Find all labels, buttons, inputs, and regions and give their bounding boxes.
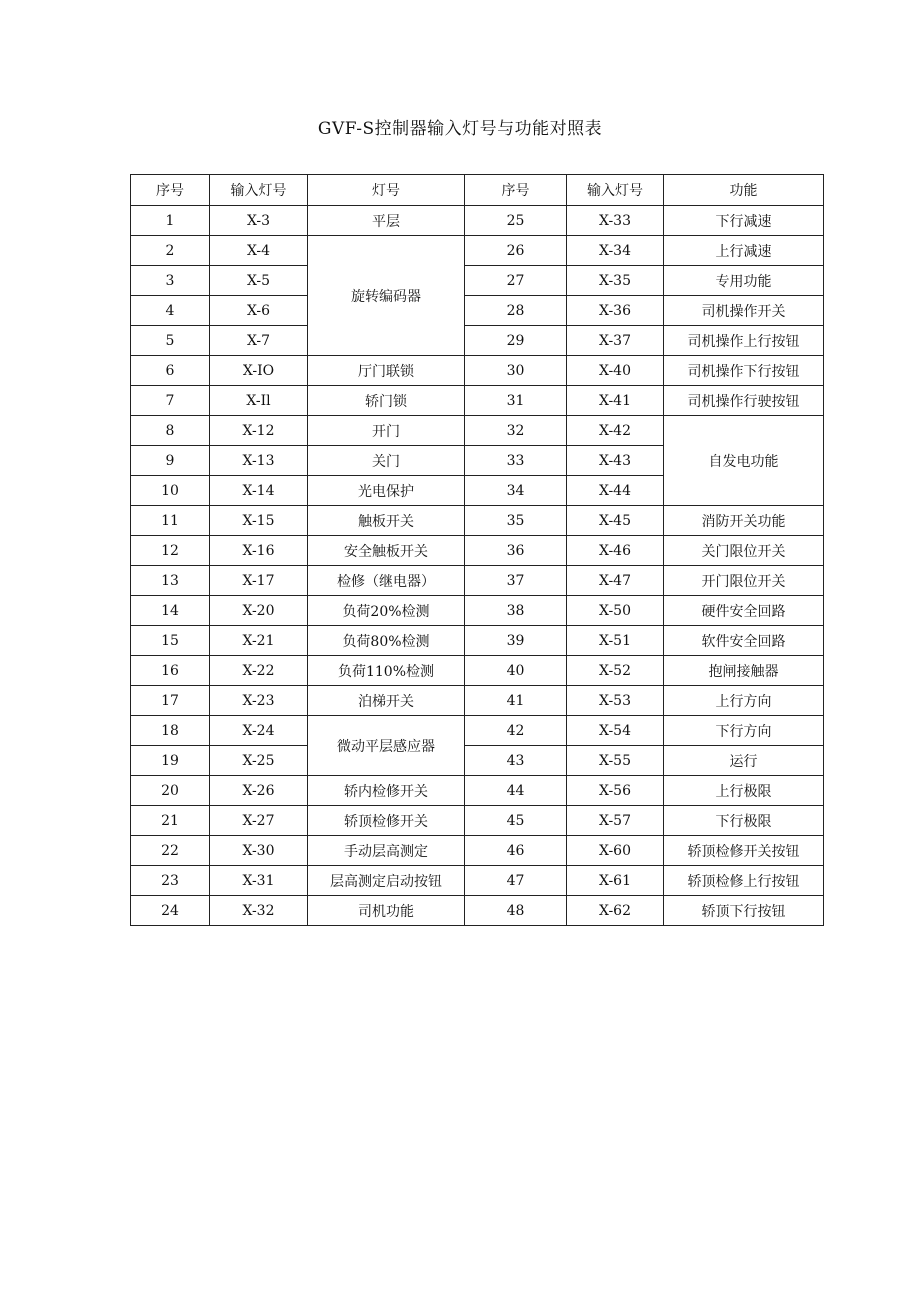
- header-seq-left: 序号: [131, 175, 210, 206]
- lamp-label-cell: 司机功能: [308, 896, 465, 926]
- right-seq-cell: 43: [465, 746, 567, 776]
- function-cell: 轿顶检修开关按钮: [664, 836, 824, 866]
- function-cell: 运行: [664, 746, 824, 776]
- lamp-label-cell: 轿门锁: [308, 386, 465, 416]
- right-input-cell: X-45: [567, 506, 664, 536]
- right-input-cell: X-50: [567, 596, 664, 626]
- right-seq-cell: 29: [465, 326, 567, 356]
- right-seq-cell: 47: [465, 866, 567, 896]
- lamp-label-cell: 平层: [308, 206, 465, 236]
- lamp-label-cell: 安全触板开关: [308, 536, 465, 566]
- table-row: [131, 266, 824, 296]
- lamp-label-cell: 层高测定启动按钮: [308, 866, 465, 896]
- right-seq-cell: 39: [465, 626, 567, 656]
- left-seq-cell: 13: [131, 566, 210, 596]
- function-cell: 软件安全回路: [664, 626, 824, 656]
- right-seq-cell: 32: [465, 416, 567, 446]
- right-seq-cell: 35: [465, 506, 567, 536]
- left-input-cell: X-12: [210, 416, 308, 446]
- left-input-cell: X-Il: [210, 386, 308, 416]
- function-cell: 抱闸接触器: [664, 656, 824, 686]
- lamp-label-cell: 厅门联锁: [308, 356, 465, 386]
- right-input-cell: X-41: [567, 386, 664, 416]
- function-cell: 司机操作开关: [664, 296, 824, 326]
- right-input-cell: X-36: [567, 296, 664, 326]
- left-input-cell: X-5: [210, 266, 308, 296]
- table-row: [131, 386, 824, 416]
- lamp-label-cell: 负荷20%检测: [308, 596, 465, 626]
- table-row: [131, 656, 824, 686]
- left-input-cell: X-4: [210, 236, 308, 266]
- right-input-cell: X-57: [567, 806, 664, 836]
- function-cell: 司机操作下行按钮: [664, 356, 824, 386]
- right-seq-cell: 25: [465, 206, 567, 236]
- table-row: [131, 566, 824, 596]
- left-seq-cell: 16: [131, 656, 210, 686]
- right-seq-cell: 34: [465, 476, 567, 506]
- header-input-right: 输入灯号: [567, 175, 664, 206]
- table-row: [131, 866, 824, 896]
- lamp-label-cell: 微动平层感应器: [308, 716, 465, 776]
- function-cell: 上行减速: [664, 236, 824, 266]
- table-row: [131, 236, 824, 266]
- left-input-cell: X-31: [210, 866, 308, 896]
- left-seq-cell: 10: [131, 476, 210, 506]
- right-input-cell: X-54: [567, 716, 664, 746]
- right-input-cell: X-56: [567, 776, 664, 806]
- right-seq-cell: 27: [465, 266, 567, 296]
- right-input-cell: X-51: [567, 626, 664, 656]
- header-function: 功能: [664, 175, 824, 206]
- right-seq-cell: 30: [465, 356, 567, 386]
- right-seq-cell: 31: [465, 386, 567, 416]
- left-input-cell: X-27: [210, 806, 308, 836]
- table-row: [131, 626, 824, 656]
- function-cell: 下行极限: [664, 806, 824, 836]
- lamp-label-cell: 手动层高测定: [308, 836, 465, 866]
- left-input-cell: X-13: [210, 446, 308, 476]
- table-row: [131, 206, 824, 236]
- lamp-label-cell: 关门: [308, 446, 465, 476]
- function-cell: 关门限位开关: [664, 536, 824, 566]
- table-row: [131, 416, 824, 446]
- left-seq-cell: 8: [131, 416, 210, 446]
- left-input-cell: X-23: [210, 686, 308, 716]
- left-seq-cell: 9: [131, 446, 210, 476]
- right-seq-cell: 38: [465, 596, 567, 626]
- table-row: [131, 326, 824, 356]
- left-input-cell: X-20: [210, 596, 308, 626]
- left-seq-cell: 21: [131, 806, 210, 836]
- function-cell: 专用功能: [664, 266, 824, 296]
- left-input-cell: X-25: [210, 746, 308, 776]
- right-seq-cell: 40: [465, 656, 567, 686]
- lamp-label-cell: 光电保护: [308, 476, 465, 506]
- right-input-cell: X-62: [567, 896, 664, 926]
- left-seq-cell: 5: [131, 326, 210, 356]
- left-input-cell: X-15: [210, 506, 308, 536]
- right-seq-cell: 45: [465, 806, 567, 836]
- right-seq-cell: 46: [465, 836, 567, 866]
- left-input-cell: X-32: [210, 896, 308, 926]
- lamp-label-cell: 触板开关: [308, 506, 465, 536]
- table-row: [131, 596, 824, 626]
- right-input-cell: X-34: [567, 236, 664, 266]
- left-seq-cell: 4: [131, 296, 210, 326]
- table-row: [131, 896, 824, 926]
- right-seq-cell: 37: [465, 566, 567, 596]
- right-input-cell: X-35: [567, 266, 664, 296]
- left-seq-cell: 1: [131, 206, 210, 236]
- table-row: [131, 296, 824, 326]
- table-row: [131, 776, 824, 806]
- right-seq-cell: 44: [465, 776, 567, 806]
- page-title: GVF-S控制器输入灯号与功能对照表: [317, 119, 603, 139]
- table-row: [131, 716, 824, 746]
- lamp-label-cell: 负荷80%检测: [308, 626, 465, 656]
- right-seq-cell: 42: [465, 716, 567, 746]
- io-lamp-function-table: [130, 174, 824, 926]
- lamp-label-cell: 轿内检修开关: [308, 776, 465, 806]
- function-cell: 轿顶下行按钮: [664, 896, 824, 926]
- right-seq-cell: 33: [465, 446, 567, 476]
- function-cell: 消防开关功能: [664, 506, 824, 536]
- table-header-row: [131, 175, 824, 206]
- lamp-label-cell: 负荷110%检测: [308, 656, 465, 686]
- left-seq-cell: 6: [131, 356, 210, 386]
- left-seq-cell: 22: [131, 836, 210, 866]
- lamp-label-cell: 检修（继电器）: [308, 566, 465, 596]
- function-cell: 轿顶检修上行按钮: [664, 866, 824, 896]
- left-input-cell: X-14: [210, 476, 308, 506]
- table-row: [131, 806, 824, 836]
- left-seq-cell: 17: [131, 686, 210, 716]
- left-seq-cell: 14: [131, 596, 210, 626]
- right-seq-cell: 48: [465, 896, 567, 926]
- right-input-cell: X-55: [567, 746, 664, 776]
- header-seq-right: 序号: [465, 175, 567, 206]
- function-cell: 开门限位开关: [664, 566, 824, 596]
- left-seq-cell: 24: [131, 896, 210, 926]
- right-seq-cell: 36: [465, 536, 567, 566]
- left-seq-cell: 2: [131, 236, 210, 266]
- right-input-cell: X-60: [567, 836, 664, 866]
- left-seq-cell: 18: [131, 716, 210, 746]
- right-input-cell: X-53: [567, 686, 664, 716]
- left-input-cell: X-21: [210, 626, 308, 656]
- left-input-cell: X-24: [210, 716, 308, 746]
- left-seq-cell: 23: [131, 866, 210, 896]
- table-row: [131, 536, 824, 566]
- right-input-cell: X-61: [567, 866, 664, 896]
- left-input-cell: X-16: [210, 536, 308, 566]
- function-cell: 上行极限: [664, 776, 824, 806]
- right-seq-cell: 28: [465, 296, 567, 326]
- table-row: [131, 746, 824, 776]
- right-input-cell: X-42: [567, 416, 664, 446]
- left-input-cell: X-17: [210, 566, 308, 596]
- header-input-left: 输入灯号: [210, 175, 308, 206]
- lamp-label-cell: 泊梯开关: [308, 686, 465, 716]
- function-cell: 下行方向: [664, 716, 824, 746]
- header-lamp: 灯号: [308, 175, 465, 206]
- function-cell: 司机操作行驶按钮: [664, 386, 824, 416]
- table-row: [131, 686, 824, 716]
- left-seq-cell: 15: [131, 626, 210, 656]
- function-cell: 司机操作上行按钮: [664, 326, 824, 356]
- lamp-label-cell: 旋转编码器: [308, 236, 465, 356]
- right-input-cell: X-43: [567, 446, 664, 476]
- right-input-cell: X-46: [567, 536, 664, 566]
- left-seq-cell: 20: [131, 776, 210, 806]
- right-input-cell: X-44: [567, 476, 664, 506]
- right-input-cell: X-37: [567, 326, 664, 356]
- table-row: [131, 506, 824, 536]
- left-seq-cell: 19: [131, 746, 210, 776]
- table-row: [131, 356, 824, 386]
- function-cell: 上行方向: [664, 686, 824, 716]
- lamp-label-cell: 开门: [308, 416, 465, 446]
- left-input-cell: X-7: [210, 326, 308, 356]
- function-cell: 自发电功能: [664, 416, 824, 506]
- table-row: [131, 836, 824, 866]
- left-seq-cell: 12: [131, 536, 210, 566]
- right-seq-cell: 41: [465, 686, 567, 716]
- right-input-cell: X-52: [567, 656, 664, 686]
- left-input-cell: X-IO: [210, 356, 308, 386]
- left-input-cell: X-6: [210, 296, 308, 326]
- left-seq-cell: 11: [131, 506, 210, 536]
- lamp-label-cell: 轿顶检修开关: [308, 806, 465, 836]
- function-cell: 硬件安全回路: [664, 596, 824, 626]
- right-input-cell: X-47: [567, 566, 664, 596]
- left-seq-cell: 3: [131, 266, 210, 296]
- left-seq-cell: 7: [131, 386, 210, 416]
- right-seq-cell: 26: [465, 236, 567, 266]
- left-input-cell: X-22: [210, 656, 308, 686]
- left-input-cell: X-3: [210, 206, 308, 236]
- right-input-cell: X-40: [567, 356, 664, 386]
- function-cell: 下行减速: [664, 206, 824, 236]
- left-input-cell: X-26: [210, 776, 308, 806]
- left-input-cell: X-30: [210, 836, 308, 866]
- right-input-cell: X-33: [567, 206, 664, 236]
